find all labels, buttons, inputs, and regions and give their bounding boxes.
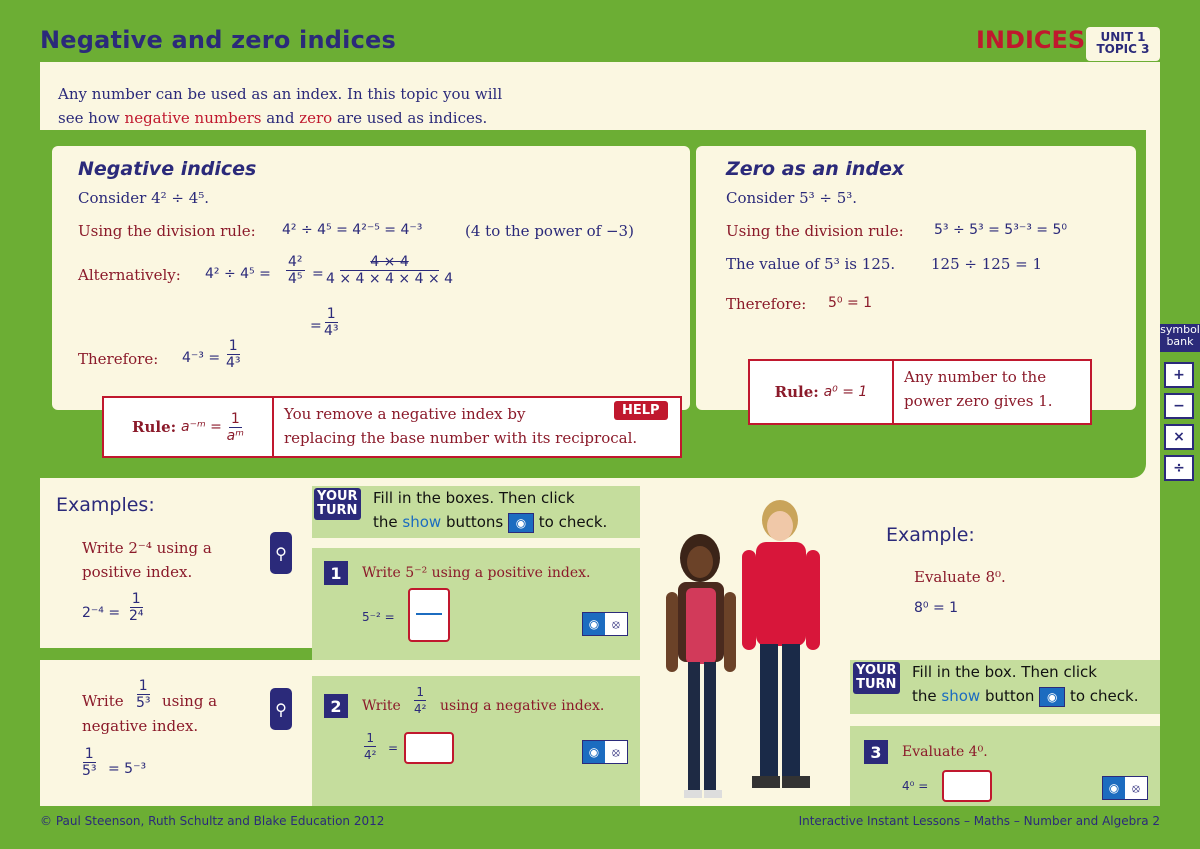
question3-number: 3 xyxy=(864,740,888,764)
question2-text: using a negative index. xyxy=(440,698,605,714)
magnifier-icon[interactable]: ⚲ xyxy=(270,532,292,574)
intro-text xyxy=(58,82,578,130)
negative-therefore-frac: $\frac{1}{\text{4³}}$ xyxy=(226,338,241,371)
example2-answer-rhs: = 5⁻³ xyxy=(108,761,147,777)
symbol-plus-button[interactable]: + xyxy=(1164,362,1194,388)
example1-frac: $\frac{1}{\text{2⁴}}$ xyxy=(129,591,144,624)
negative-therefore-lhs: 4⁻³ = xyxy=(182,350,221,366)
negative-alt-frac2: $\frac{4 \times 4}{4 \times 4 \times 4 \times 4 \times 4}$ xyxy=(326,254,454,287)
eye-icon[interactable]: ◉ xyxy=(583,741,605,763)
negative-consider: Consider 4² ÷ 4⁵. xyxy=(78,189,210,207)
examples-heading: Examples: xyxy=(56,494,155,516)
example-zero-heading: Example: xyxy=(886,524,975,546)
example2-write: Write xyxy=(82,692,124,710)
question3-lhs: 4⁰ = xyxy=(902,779,929,793)
eye-off-icon[interactable]: ⦻ xyxy=(605,741,627,763)
example2-text1: using a xyxy=(162,692,218,710)
question2-number: 2 xyxy=(324,694,348,718)
example2-answer-frac: $\frac{1}{\text{5³}}$ xyxy=(82,746,97,779)
zero-consider: Consider 5³ ÷ 5³. xyxy=(726,189,858,207)
your-turn-badge: YOUR TURN xyxy=(314,488,361,520)
question1-number: 1 xyxy=(324,561,348,585)
negative-therefore-label: Therefore: xyxy=(78,350,159,368)
example-zero-answer: 8⁰ = 1 xyxy=(914,600,959,616)
page-title: Negative and zero indices xyxy=(40,26,396,54)
question3-text: Evaluate 4⁰. xyxy=(902,744,988,760)
footer-series: Interactive Instant Lessons – Maths – Number and Algebra 2 xyxy=(798,814,1160,828)
unit-label: UNIT 1 xyxy=(1100,30,1146,44)
zero-heading: Zero as an index xyxy=(726,158,905,180)
question2-eq: = xyxy=(388,741,399,755)
zero-therefore-label: Therefore: xyxy=(726,295,807,313)
example-zero-text: Evaluate 8⁰. xyxy=(914,568,1006,586)
your-turn2-instr-text: Fill in the box. Then click the show button ◉ to check. xyxy=(912,663,1139,705)
example1-lhs: 2⁻⁴ = xyxy=(82,605,121,621)
question3-show-toggle[interactable] xyxy=(1102,776,1148,800)
question1-show-toggle[interactable] xyxy=(582,612,628,636)
intro-line2: see how negative numbers and zero are used as indices. xyxy=(58,109,488,127)
your-turn2-badge: YOUR TURN xyxy=(853,662,900,694)
students-photo xyxy=(650,496,850,806)
magnifier-icon[interactable]: ⚲ xyxy=(270,688,292,730)
example2-frac: $\frac{1}{\text{5³}}$ xyxy=(136,678,151,711)
example1-text: Write 2⁻⁴ using a positive index. xyxy=(82,539,212,581)
intro-line1: Any number can be used as an index. In this topic you will xyxy=(58,85,503,103)
zero-rule-text: Any number to the power zero gives 1. xyxy=(904,368,1053,410)
question2-answer-input[interactable] xyxy=(404,732,454,764)
eye-icon[interactable]: ◉ xyxy=(583,613,605,635)
section-title: INDICES xyxy=(976,26,1086,54)
question2-lhs-frac: $\frac{1}{\text{4²}}$ xyxy=(364,731,377,762)
symbol-times-button[interactable]: × xyxy=(1164,424,1194,450)
negative-rule-formula: Rule: a⁻ᵐ = $\frac{1}{\text{aᵐ}}$ xyxy=(104,398,274,456)
zero-division-label: Using the division rule: xyxy=(726,222,904,240)
negative-division-note: (4 to the power of −3) xyxy=(465,222,634,240)
footer-copyright: © Paul Steenson, Ruth Schultz and Blake Education 2012 xyxy=(40,814,385,828)
question1-lhs: 5⁻² = xyxy=(362,610,395,624)
eye-off-icon[interactable]: ⦻ xyxy=(1125,777,1147,799)
negative-division-label: Using the division rule: xyxy=(78,222,256,240)
example-divider xyxy=(40,648,312,660)
negative-alt-frac3: $\frac{1}{\text{4³}}$ xyxy=(324,306,339,339)
negative-alt-label: Alternatively: xyxy=(78,266,181,284)
negative-rule-text: You remove a negative index by replacing the base number with its reciprocal. xyxy=(284,405,638,447)
negative-alt-frac1: $\frac{\text{4²}}{\text{4⁵}}$ xyxy=(288,254,303,287)
zero-rule-box xyxy=(748,359,1092,425)
zero-therefore-expr: 5⁰ = 1 xyxy=(828,295,873,311)
zero-division-expr: 5³ ÷ 5³ = 5³⁻³ = 5⁰ xyxy=(934,222,1067,238)
negative-alt-lhs: 4² ÷ 4⁵ = xyxy=(205,266,271,282)
zero-value-expr: 125 ÷ 125 = 1 xyxy=(931,255,1043,273)
question2-frac: $\frac{1}{\text{4²}}$ xyxy=(414,685,427,716)
question2-write: Write xyxy=(362,698,401,714)
help-button[interactable]: HELP xyxy=(614,401,668,420)
topic-label: TOPIC 3 xyxy=(1096,42,1150,56)
eye-off-icon[interactable]: ⦻ xyxy=(605,613,627,635)
negative-division-expr: 4² ÷ 4⁵ = 4²⁻⁵ = 4⁻³ xyxy=(282,222,423,238)
question3-answer-input[interactable] xyxy=(942,770,992,802)
zero-rule-formula: Rule: a⁰ = 1 xyxy=(750,361,894,423)
question1-text: Write 5⁻² using a positive index. xyxy=(362,565,591,581)
student-boy xyxy=(742,500,820,788)
example2-text2: negative index. xyxy=(82,717,199,735)
negative-heading: Negative indices xyxy=(78,158,257,180)
your-turn-instr-text: Fill in the boxes. Then click the show buttons ◉ to check. xyxy=(373,489,608,531)
eye-icon[interactable]: ◉ xyxy=(1103,777,1125,799)
negative-alt-eq: = xyxy=(312,266,324,282)
negative-alt-eq2: = xyxy=(310,318,322,334)
question1-answer-input[interactable] xyxy=(408,588,450,642)
student-girl xyxy=(666,534,736,798)
question2-show-toggle[interactable] xyxy=(582,740,628,764)
symbol-bank-label: symbol bank xyxy=(1160,324,1200,352)
zero-value-label: The value of 5³ is 125. xyxy=(726,255,896,273)
eye-icon: ◉ xyxy=(1039,687,1065,707)
unit-topic-badge xyxy=(1086,27,1160,61)
eye-icon: ◉ xyxy=(508,513,534,533)
symbol-minus-button[interactable]: − xyxy=(1164,393,1194,419)
symbol-divide-button[interactable]: ÷ xyxy=(1164,455,1194,481)
negative-rule-box xyxy=(102,396,682,458)
